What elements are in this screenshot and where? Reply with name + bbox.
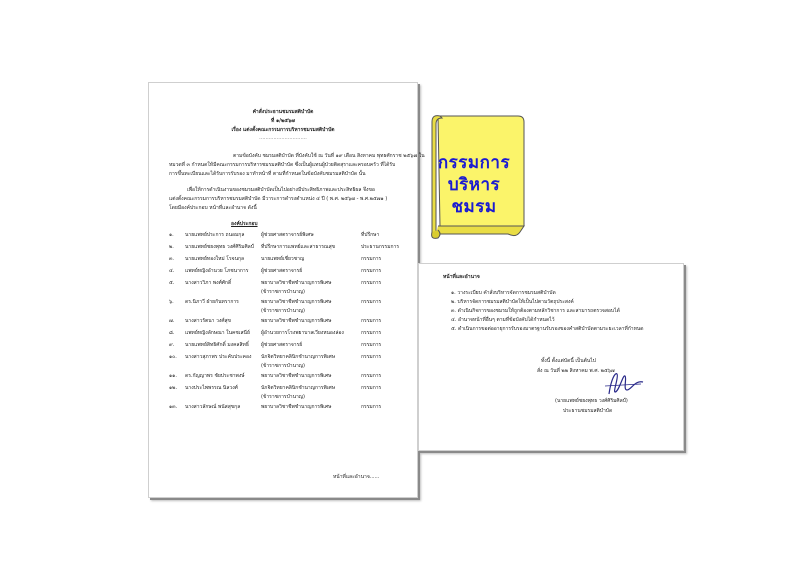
member-name: นางประไพพรรณ นิลวงศ์ (185, 385, 238, 391)
member-position: ผู้ช่วยศาสตราจารย์ (261, 342, 303, 348)
member-name: นายแพทย์ชยงพุทธ วงศ์ศิริมศิลป์ (185, 244, 254, 250)
intro-line: หมวดที่ ๓ กำหนดให้มีคณะกรรมการบริหารชมรมสติบำบัด ซึ่งเป็นผู้แทนผู้ป่วยติดสุราและครอบครัว ที่ได้รับ (169, 162, 396, 168)
member-name: นางสาวรัตนา วงศ์สุข (185, 318, 231, 324)
member-number: ๓. (169, 256, 175, 262)
continued-footer: หน้าที่และอำนาจ...... (333, 474, 380, 480)
member-name: นางสาวลักษณ์ พนัสสุขกุล (185, 404, 241, 410)
member-number: ๘. (169, 330, 175, 336)
intro-line: การขึ้นทะเบียนและได้รับการรับรอง มาทำหน้าที่ ตามที่กำหนดในข้อบังคับชมรมสติบำบัด นั้น (169, 171, 366, 177)
member-role: ประธานกรรมการ (361, 244, 400, 250)
duty-item: ๕. ดำเนินการขอต่ออายุการรับรองมาตรฐานรับรองของคำสติบำบัดตามระยะเวลาที่กำหนด (451, 326, 644, 332)
member-role: กรรมการ (361, 342, 382, 348)
member-name: ดร.กัญญาพร ชัยประชาพงษ์ (185, 373, 245, 379)
order-subject: เรื่อง แต่งตั้งคณะกรรมการบริหารชมรมสติบำบัด (231, 127, 335, 133)
member-position-note: (ข้าราชการบำนาญ) (261, 363, 306, 369)
member-role: กรรมการ (361, 373, 382, 379)
member-name: แพทย์หญิงอำนวย โภชนาการ (185, 268, 249, 274)
member-role: กรรมการ (361, 354, 382, 360)
member-position: พยาบาลวิชาชีพชำนาญการพิเศษ (261, 373, 332, 379)
member-role: กรรมการ (361, 404, 382, 410)
member-name: แพทย์หญิงลักษณา ในคชเสนีย์ (185, 330, 250, 336)
member-role: ที่ปรึกษา (361, 232, 380, 238)
order-number: ที่ ๑/๒๕๖๗ (270, 118, 296, 124)
member-number: ๕. (169, 280, 175, 286)
member-role: กรรมการ (361, 385, 382, 391)
member-position: นักจิตวิทยาคลินิกชำนาญการพิเศษ (261, 354, 335, 360)
duties-heading: หน้าที่และอำนาจ (443, 274, 480, 280)
member-position: ผู้อำนวยการโรงพยาบาลเวียงหนองล่อง (261, 330, 344, 336)
separator-line: .............................. (259, 135, 307, 141)
signer-title: ประธานชมรมสติบำบัด (563, 408, 613, 414)
member-number: ๙. (169, 342, 175, 348)
scroll-banner-text (432, 152, 516, 218)
member-position: พยาบาลวิชาชีพชำนาญการพิเศษ (261, 318, 332, 324)
member-role: กรรมการ (361, 256, 382, 262)
order-title: คำสั่งประธานชมรมสติบำบัด (252, 109, 314, 115)
banner-line-1: กรรมการ (437, 153, 511, 173)
member-number: ๗. (169, 318, 175, 324)
signature-icon (601, 368, 647, 398)
member-position: พยาบาลวิชาชีพชำนาญการพิเศษ (261, 280, 332, 286)
effective-statement: ทั้งนี้ ตั้งแต่บัดนี้ เป็นต้นไป (541, 358, 596, 364)
banner-line-3: ชมรม (451, 197, 497, 217)
member-number: ๑๐. (169, 354, 177, 360)
order-document-page-2 (418, 263, 684, 451)
member-role: กรรมการ (361, 280, 382, 286)
member-position-note: (ข้าราชการบำนาญ) (261, 394, 306, 400)
member-number: ๑. (169, 232, 174, 238)
signer-name: (นายแพทย์ชยงพุทธ วงศ์ศิริมศิลป์) (555, 398, 628, 404)
member-name: นางสาววิภา พงศ์ศักดิ์ (185, 280, 232, 286)
member-role: กรรมการ (361, 268, 382, 274)
member-position: ผู้ช่วยศาสตราจารย์ (261, 268, 303, 274)
duty-item: ๑. วางระเบียบ คำสั่งบริหารจัดการชมรมสติบำบัด (451, 290, 556, 296)
member-position: ที่ปรึกษาการแพทย์และสาธารณสุข (261, 244, 336, 250)
member-number: ๑๒. (169, 385, 178, 391)
member-name: นายแพทย์ทองใหม่ โรจนกุล (185, 256, 245, 262)
member-position: ผู้ช่วยศาสตราจารย์พิเศษ (261, 232, 314, 238)
member-number: ๒. (169, 244, 174, 250)
appointment-line: โดยมีองค์ประกอบ หน้าที่และอำนาจ ดังนี้ (169, 205, 257, 211)
member-position: พยาบาลวิชาชีพชำนาญการพิเศษ (261, 404, 332, 410)
member-name: นางสาวสุภาพร ประคับประคอง (185, 354, 252, 360)
member-role: กรรมการ (361, 330, 382, 336)
appointment-line: แต่งตั้งคณะกรรมการบริหารชมรมสติบำบัด มีวาระการดำรงตำแหน่ง ๔ ปี ( พ.ศ. ๒๕๖๗ - พ.ศ.๒๕๗๑ ) (169, 196, 388, 202)
duty-item: ๒. บริหารจัดการชมรมสติบำบัดให้เป็นไปตามวัตถุประสงค์ (451, 299, 574, 305)
member-position-note: (ข้าราชการบำนาญ) (261, 308, 306, 314)
member-number: ๔. (169, 268, 175, 274)
member-position: พยาบาลวิชาชีพชำนาญการพิเศษ (261, 299, 332, 305)
order-date: สั่ง ณ วันที่ ๒๒ สิงหาคม พ.ศ. ๒๕๖๗ (537, 368, 615, 374)
member-name: นายแพทย์ประการ ถนอมกุล (185, 232, 245, 238)
member-position-note: (ข้าราชการบำนาญ) (261, 289, 306, 295)
intro-line: ตามข้อบังคับ ชมรมสติบำบัด ที่บังคับใช้ ณ วันที่ ๑๙ เดือน สิงหาคม พุทธศักราช ๒๕๖๗ ใน (233, 153, 425, 159)
member-number: ๑๑. (169, 373, 177, 379)
duty-item: ๔. อำนาจหน้าที่อื่นๆ ตามที่ข้อบังคับได้กำหนดไว้ (451, 317, 555, 323)
member-name: ดร.นิภาวี ฝ่ายกันทราการ (185, 299, 239, 305)
member-number: ๖. (169, 299, 174, 305)
member-position: นักจิตวิทยาคลินิกชำนาญการพิเศษ (261, 385, 335, 391)
member-role: กรรมการ (361, 318, 382, 324)
composition-heading: องค์ประกอบ (231, 221, 258, 227)
appointment-line: เพื่อให้การดำเนินงานของชมรมสติบำบัดเป็นไปอย่างมีประสิทธิภาพและประสิทธิผล จึงขอ (187, 187, 375, 193)
member-position: นายแพทย์เชี่ยวชาญ (261, 256, 305, 262)
duty-item: ๓. ดำเนินกิจการของชมรมให้ถูกต้องตามหลักวิชาการ และสามารถตรวจสอบได้ (451, 308, 620, 314)
order-document-page-1 (148, 82, 425, 498)
member-name: นายแพทย์สิทธิศักดิ์ มงคลสิทธิ์ (185, 342, 249, 348)
member-role: กรรมการ (361, 299, 382, 305)
banner-line-2: บริหาร (447, 175, 501, 195)
member-number: ๑๓. (169, 404, 178, 410)
